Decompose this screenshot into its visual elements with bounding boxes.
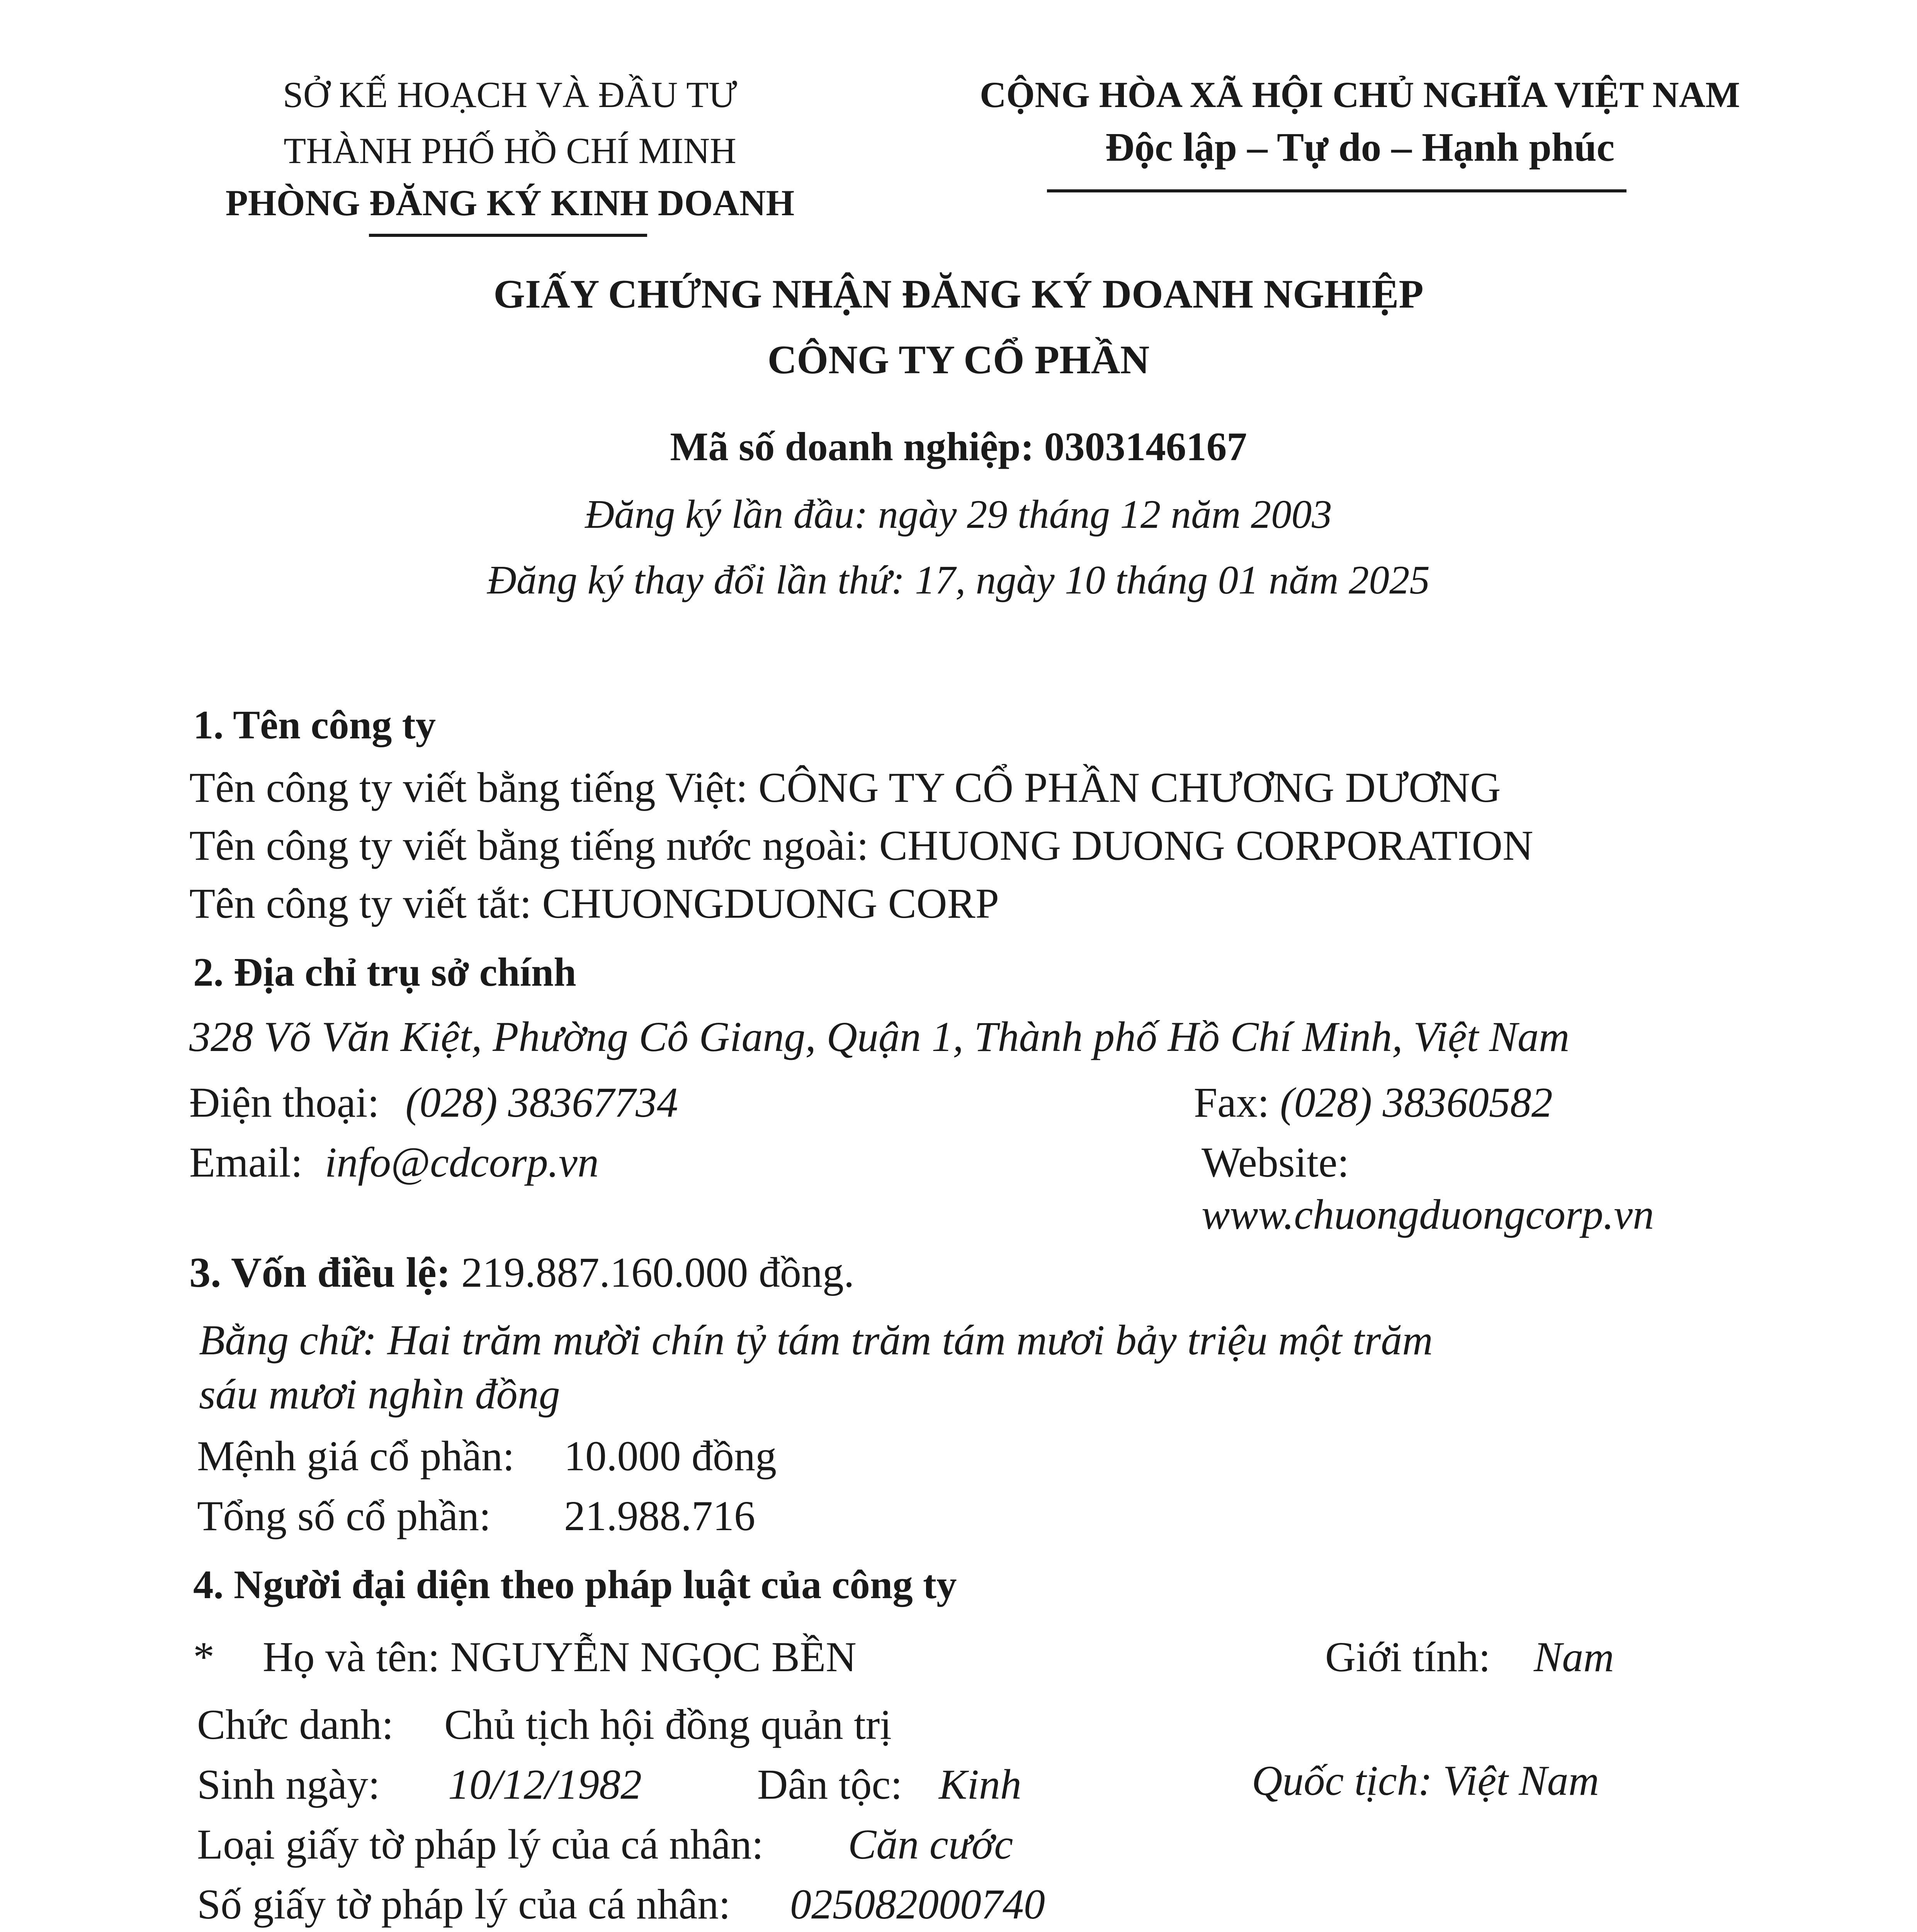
national-motto: Độc lập – Tự do – Hạnh phúc	[1105, 124, 1615, 170]
par-value-label: Mệnh giá cổ phần:	[197, 1432, 515, 1480]
email-value: info@cdcorp.vn	[325, 1139, 599, 1186]
section2-heading: 2. Địa chỉ trụ sở chính	[193, 949, 576, 995]
head-office-address: 328 Võ Văn Kiệt, Phường Cô Giang, Quận 1, Thành phố Hồ Chí Minh, Việt Nam	[189, 1013, 1570, 1060]
vietnamese-name-value: CÔNG TY CỔ PHẦN CHƯƠNG DƯƠNG	[758, 764, 1501, 811]
email-row	[189, 1138, 599, 1187]
short-name-value: CHUONGDUONG CORP	[542, 880, 999, 927]
amendment-registration: Đăng ký thay đổi lần thứ: 17, ngày 10 tháng 01 năm 2025	[487, 557, 1430, 602]
id-type-label: Loại giấy tờ pháp lý của cá nhân:	[197, 1821, 764, 1868]
fax-label: Fax:	[1194, 1079, 1270, 1126]
fax-value: (028) 38360582	[1280, 1079, 1553, 1126]
id-type-value: Căn cước	[848, 1821, 1013, 1868]
email-label: Email:	[189, 1139, 303, 1186]
par-value-value: 10.000 đồng	[564, 1432, 777, 1480]
nationality: Quốc tịch: Việt Nam	[1252, 1757, 1599, 1804]
vietnamese-name-row	[189, 763, 1501, 812]
fax-row	[1194, 1078, 1553, 1127]
company-type: CÔNG TY CỔ PHẦN	[767, 337, 1150, 382]
header-right-underline	[1047, 189, 1626, 192]
section4-heading: 4. Người đại diện theo pháp luật của công ty	[193, 1562, 957, 1607]
id-number-value: 025082000740	[790, 1881, 1045, 1928]
vietnamese-name-label: Tên công ty viết bằng tiếng Việt:	[189, 764, 748, 811]
national-title: CỘNG HÒA XÃ HỘI CHỦ NGHĨA VIỆT NAM	[980, 74, 1740, 115]
phone-label: Điện thoại:	[189, 1079, 379, 1126]
charter-capital-row	[189, 1248, 854, 1297]
rep-name-value: NGUYỄN NGỌC BỀN	[450, 1633, 857, 1680]
capital-in-words-line1: Bằng chữ: Hai trăm mười chín tỷ tám trăm tám mươi bảy triệu một trăm	[199, 1316, 1433, 1364]
website-label: Website:	[1202, 1139, 1349, 1186]
rep-name-row	[263, 1633, 857, 1682]
gender-label: Giới tính:	[1325, 1633, 1490, 1680]
dob-label: Sinh ngày:	[197, 1761, 380, 1808]
short-name-label: Tên công ty viết tắt:	[189, 880, 532, 927]
department-name: SỞ KẾ HOẠCH VÀ ĐẦU TƯ	[283, 74, 737, 115]
header-left-underline	[369, 234, 647, 237]
phone-value: (028) 38367734	[405, 1079, 678, 1126]
rep-name-label: Họ và tên:	[263, 1633, 440, 1680]
city-name: THÀNH PHỐ HỒ CHÍ MINH	[284, 130, 736, 171]
foreign-name-value: CHUONG DUONG CORPORATION	[879, 822, 1533, 869]
position-value: Chủ tịch hội đồng quản trị	[444, 1701, 892, 1748]
website-value: www.chuongduongcorp.vn	[1202, 1191, 1654, 1238]
office-name: PHÒNG ĐĂNG KÝ KINH DOANH	[225, 182, 795, 223]
dob-value: 10/12/1982	[448, 1761, 642, 1808]
ethnic-value: Kinh	[939, 1761, 1021, 1808]
ethnic-label: Dân tộc:	[757, 1761, 902, 1808]
short-name-row	[189, 879, 999, 928]
capital-in-words-line2: sáu mươi nghìn đồng	[199, 1371, 560, 1418]
bullet-mark: *	[193, 1633, 214, 1680]
foreign-name-row	[189, 821, 1533, 870]
enterprise-code: Mã số doanh nghiệp: 0303146167	[670, 424, 1247, 469]
id-number-label: Số giấy tờ pháp lý của cá nhân:	[197, 1881, 731, 1928]
charter-capital-value: 219.887.160.000 đồng.	[461, 1249, 855, 1296]
section1-heading: 1. Tên công ty	[193, 702, 436, 747]
total-shares-label: Tổng số cổ phần:	[197, 1492, 491, 1539]
position-label: Chức danh:	[197, 1701, 394, 1748]
total-shares-value: 21.988.716	[564, 1492, 755, 1539]
gender-value: Nam	[1534, 1633, 1614, 1680]
first-registration: Đăng ký lần đầu: ngày 29 tháng 12 năm 2003	[585, 492, 1332, 537]
section3-heading: 3. Vốn điều lệ:	[189, 1249, 451, 1296]
document-title: GIẤY CHỨNG NHẬN ĐĂNG KÝ DOANH NGHIỆP	[493, 271, 1424, 316]
foreign-name-label: Tên công ty viết bằng tiếng nước ngoài:	[189, 822, 869, 869]
phone-row	[189, 1078, 678, 1127]
